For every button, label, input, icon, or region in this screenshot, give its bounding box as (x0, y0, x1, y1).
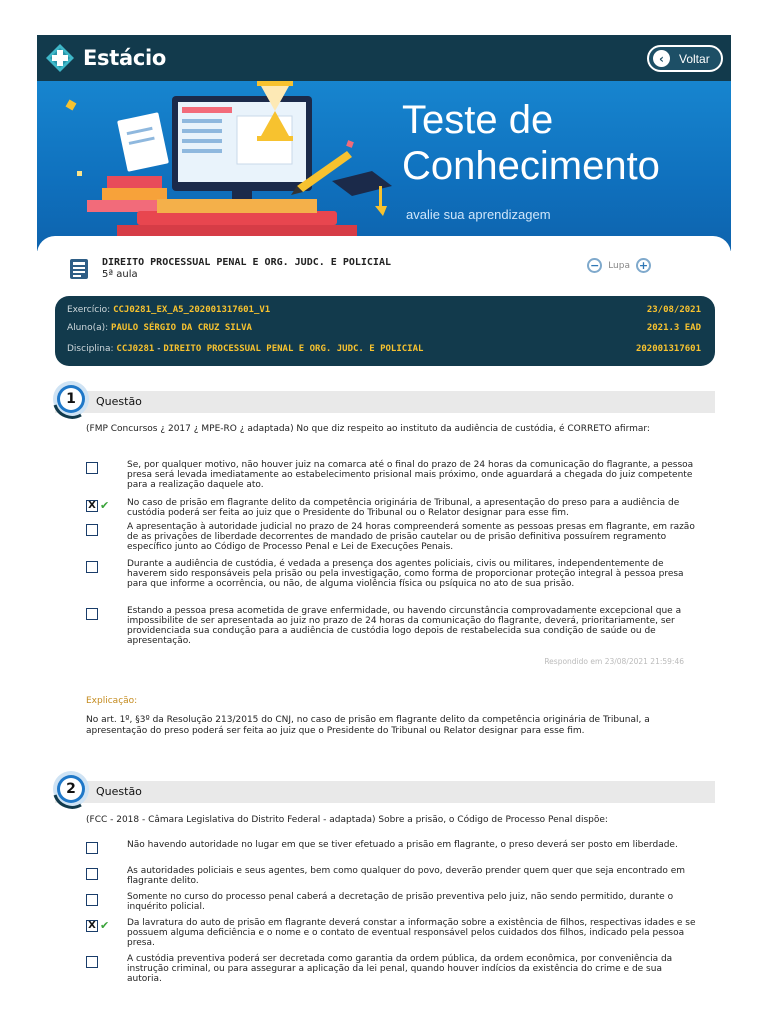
question-statement: (FCC - 2018 - Câmara Legislativa do Distrito Federal - adaptada) Sobre a prisão, o Código de Processo Penal dispõe: (86, 815, 608, 825)
answer-text: Durante a audiência de custódia, é vedada a presença dos agentes policiais, civis ou militares, independentemente de haverem sido responsáveis pela prisão ou pela investigação, como forma de proporcionar proteção integral à pessoa presa para que informe a ocorrência, ou não, de alguma violência física ou psíquica no ato de sua prisão. (127, 559, 684, 589)
answer-text: Da lavratura do auto de prisão em flagrante deverá constar a informação sobre a existência de filhos, respectivas idades e se possuem alguma deficiência e o nome e o contato de eventual responsável pelos cuidados dos filhos, indicado pela pessoa presa. (127, 918, 696, 948)
answer-text: Estando a pessoa presa acometida de grave enfermidade, ou havendo circunstância comprovadamente excepcional que a impossibilite de ser apresentada ao juiz no prazo de 24 horas da comunicação do flagrante, deverá, prioritariamente, ser providenciada sua condução para a audiência de custódia logo depois de restabelecida sua condição de saúde ou de apresentação. (127, 606, 682, 646)
question-header (55, 781, 715, 803)
exercise-info-panel (55, 296, 715, 366)
answer-text: Se, por qualquer motivo, não houver juiz na comarca até o final do prazo de 24 horas da comunicação do flagrante, a pessoa presa será levada imediatamente ao estabelecimento prisional mais próximo, onde aguardará a chegada do juiz competente para a realização daquele ato. (127, 460, 694, 490)
answer-checkbox[interactable] (86, 524, 98, 536)
answer-checkbox[interactable] (86, 842, 98, 854)
hero-banner (37, 81, 731, 251)
answer-checkbox[interactable] (86, 956, 98, 968)
answer-text: No caso de prisão em flagrante delito da competência originária de Tribunal, a apresentação do preso para a audiência de custódia poderá ser feita ao juiz que o Presidente do Tribunal ou o Relator designar para esse fim. (127, 498, 680, 518)
student-period: 2021.3 EAD (646, 323, 701, 333)
student-label: Aluno(a): (67, 323, 109, 333)
question-number: 2 (66, 781, 76, 797)
answer-checkbox-checked[interactable]: X (86, 920, 98, 932)
answer-checkbox[interactable] (86, 462, 98, 474)
question-label: Questão (96, 395, 142, 408)
question-number: 1 (66, 391, 76, 407)
exercise-date: 23/08/2021 (646, 305, 701, 315)
estacio-logo-icon (45, 43, 75, 73)
correct-check-icon: ✔ (100, 919, 110, 932)
estacio-logo[interactable] (45, 43, 166, 73)
page-title: Teste de Conhecimento (402, 98, 660, 188)
answer-text: As autoridades policiais e seus agentes, bem como qualquer do povo, deverão prender quem quer que seja encontrado em flagrante delito. (127, 866, 686, 886)
correct-check-icon: ✔ (100, 499, 110, 512)
discipline-name: DIREITO PROCESSUAL PENAL E ORG. JUDC. E POLICIAL (163, 344, 424, 354)
answered-timestamp: Respondido em 23/08/2021 21:59:46 (544, 657, 684, 666)
answer-text: A custódia preventiva poderá ser decretada como garantia da ordem pública, da ordem econômica, por conveniência da instrução criminal, ou para assegurar a aplicação da lei penal, quando houver indícios da existência do crime e de sua autoria. (127, 954, 673, 984)
page-subtitle: avalie sua aprendizagem (406, 207, 551, 222)
course-title: DIREITO PROCESSUAL PENAL E ORG. JUDC. E POLICIAL (102, 257, 391, 268)
course-header (37, 236, 731, 296)
zoom-label: Lupa (608, 260, 630, 271)
answer-text: Somente no curso do processo penal caberá a decretação de prisão preventiva pelo juiz, não sendo permitido, durante o inquérito policial. (127, 892, 674, 912)
answer-checkbox[interactable] (86, 894, 98, 906)
answer-checkbox-checked[interactable]: X (86, 500, 98, 512)
question-statement: (FMP Concursos ¿ 2017 ¿ MPE-RO ¿ adaptada) No que diz respeito ao instituto da audiência de custódia, é CORRETO afirmar: (86, 424, 650, 434)
student-registration: 202001317601 (635, 344, 701, 354)
question-number-badge (51, 379, 91, 419)
answer-text: A apresentação à autoridade judicial no prazo de 24 horas compreenderá somente as pessoas presas em flagrante, em razão de as privações de liberdade decorrentes de mandado de prisão cautelar ou de prisão definitiva possuírem regramento específico junto ao Código de Processo Penal e Lei de Execuções Penais. (127, 522, 695, 552)
zoom-in-icon[interactable]: + (636, 258, 651, 273)
explanation-text: No art. 1º, §3º da Resolução 213/2015 do CNJ, no caso de prisão em flagrante delito da competência originária de Tribunal, a apresentação do preso poderá ser feita ao juiz que o Presidente do Tribunal ou Relator designar para esse fim. (86, 715, 650, 736)
brand-name: Estácio (83, 46, 167, 70)
question-header (55, 391, 715, 413)
answer-checkbox[interactable] (86, 868, 98, 880)
discipline-code: CCJ0281 (116, 344, 155, 354)
student-name: PAULO SÉRGIO DA CRUZ SILVA (111, 323, 252, 333)
back-button[interactable] (647, 45, 723, 72)
zoom-out-icon[interactable]: − (587, 258, 602, 273)
zoom-controls (587, 258, 651, 273)
discipline-label: Disciplina: (67, 344, 114, 354)
answer-checkbox[interactable] (86, 608, 98, 620)
hero-illustration (47, 81, 407, 241)
document-icon (69, 258, 89, 280)
chevron-left-icon: ‹ (653, 50, 670, 67)
explanation-label: Explicação: (86, 696, 138, 706)
question-number-badge (51, 769, 91, 809)
exercise-code: CCJ0281_EX_A5_202001317601_V1 (113, 305, 271, 315)
top-bar (37, 35, 731, 81)
back-button-label: Voltar (679, 51, 710, 66)
answer-text: Não havendo autoridade no lugar em que se tiver efetuado a prisão em flagrante, o preso deverá ser posto em liberdade. (127, 840, 678, 850)
answer-checkbox[interactable] (86, 561, 98, 573)
course-lesson: 5ª aula (102, 269, 138, 280)
discipline-separator: - (154, 344, 164, 354)
exercise-label: Exercício: (67, 305, 111, 315)
question-label: Questão (96, 785, 142, 798)
